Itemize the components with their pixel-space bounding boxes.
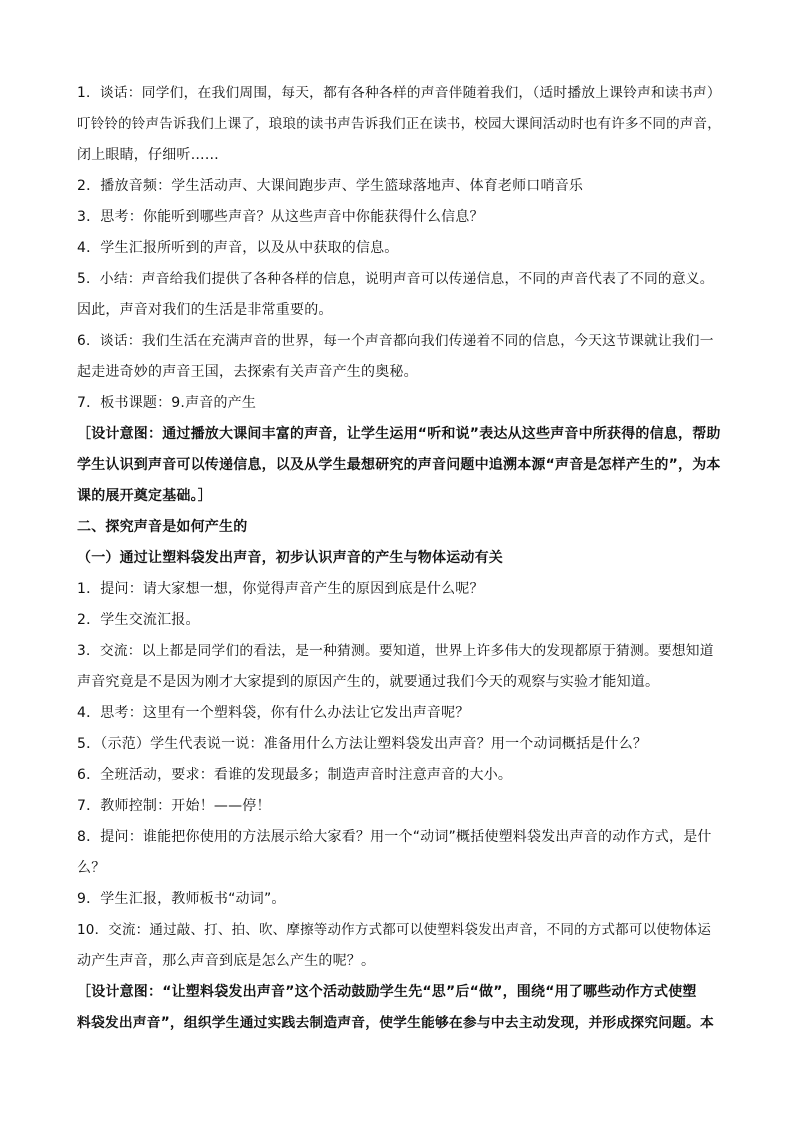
paragraph-line: 5．小结：声音给我们提供了各种各样的信息，说明声音可以传递信息，不同的声音代表了不同的意义。	[77, 271, 714, 287]
paragraph-line: 么？	[77, 860, 106, 876]
paragraph-line: 叮铃铃的铃声告诉我们上课了，琅琅的读书声告诉我们正在读书，校园大课间活动时也有许多不同的声音，	[77, 116, 721, 132]
paragraph-line: 10．交流：通过敲、打、拍、吹、摩擦等动作方式都可以使塑料袋发出声音，不同的方式都可以使物体运	[77, 922, 712, 938]
paragraph-line: 起走进奇妙的声音王国，去探索有关声音产生的奥秘。	[77, 364, 418, 380]
paragraph-line: 9．学生汇报，教师板书“动词”。	[77, 891, 286, 907]
design-intent-line: 料袋发出声音”，组织学生通过实践去制造声音，使学生能够在参与中去主动发现，并形成探究问题。本	[77, 1015, 714, 1031]
document-page	[77, 78, 721, 1039]
paragraph-line: 1．谈话：同学们，在我们周围，每天，都有各种各样的声音伴随着我们，（适时播放上课铃声和读书声）	[77, 85, 721, 101]
paragraph-line: 2．学生交流汇报。	[77, 612, 200, 628]
paragraph-line: 1．提问：请大家想一想，你觉得声音产生的原因到底是什么呢？	[77, 581, 484, 597]
subsection-heading: （一）通过让塑料袋发出声音，初步认识声音的产生与物体运动有关	[77, 550, 503, 566]
section-heading: 二、探究声音是如何产生的	[77, 519, 248, 535]
paragraph-line: 7．教师控制：开始！——停！	[77, 798, 271, 814]
paragraph-line: 6．全班活动，要求：看谁的发现最多；制造声音时注意声音的大小。	[77, 767, 513, 783]
design-intent-line: 学生认识到声音可以传递信息，以及从学生最想研究的声音问题中追溯本源“声音是怎样产生的”，为本	[77, 457, 721, 473]
paragraph-line: 7．板书课题：9.声音的产生	[77, 395, 257, 411]
paragraph-line: 闭上眼睛，仔细听……	[77, 147, 219, 163]
design-intent-line: ［设计意图：“让塑料袋发出声音”这个活动鼓励学生先“思”后“做”，围绕“用了哪些动作方式使塑	[77, 984, 697, 1000]
paragraph-line: 5．（示范）学生代表说一说：准备用什么方法让塑料袋发出声音？用一个动词概括是什么？	[77, 736, 648, 752]
paragraph-line: 6．谈话：我们生活在充满声音的世界，每一个声音都向我们传递着不同的信息，今天这节课就让我们一	[77, 333, 714, 349]
paragraph-line: 2．播放音频：学生活动声、大课间跑步声、学生篮球落地声、体育老师口哨音乐	[77, 178, 584, 194]
paragraph-line: 8．提问：谁能把你使用的方法展示给大家看？用一个“动词”概括使塑料袋发出声音的动作方式，是什	[77, 829, 712, 845]
paragraph-line: 4．学生汇报所听到的声音，以及从中获取的信息。	[77, 240, 399, 256]
paragraph-line: 动产生声音，那么声音到底是怎么产生的呢？。	[77, 953, 376, 969]
paragraph-line: 因此，声音对我们的生活是非常重要的。	[77, 302, 333, 318]
paragraph-line: 3．思考：你能听到哪些声音？从这些声音中你能获得什么信息？	[77, 209, 484, 225]
paragraph-line: 4．思考：这里有一个塑料袋，你有什么办法让它发出声音呢？	[77, 705, 470, 721]
design-intent-line: 课的展开奠定基础。］	[77, 488, 212, 504]
paragraph-line: 声音究竟是不是因为刚才大家提到的原因产生的，就要通过我们今天的观察与实验才能知道。	[77, 674, 660, 690]
design-intent-line: ［设计意图：通过播放大课间丰富的声音，让学生运用“听和说”表达从这些声音中所获得的信息，帮助	[77, 426, 721, 442]
paragraph-line: 3．交流：以上都是同学们的看法，是一种猜测。要知道，世界上许多伟大的发现都原于猜测。要想知道	[77, 643, 714, 659]
